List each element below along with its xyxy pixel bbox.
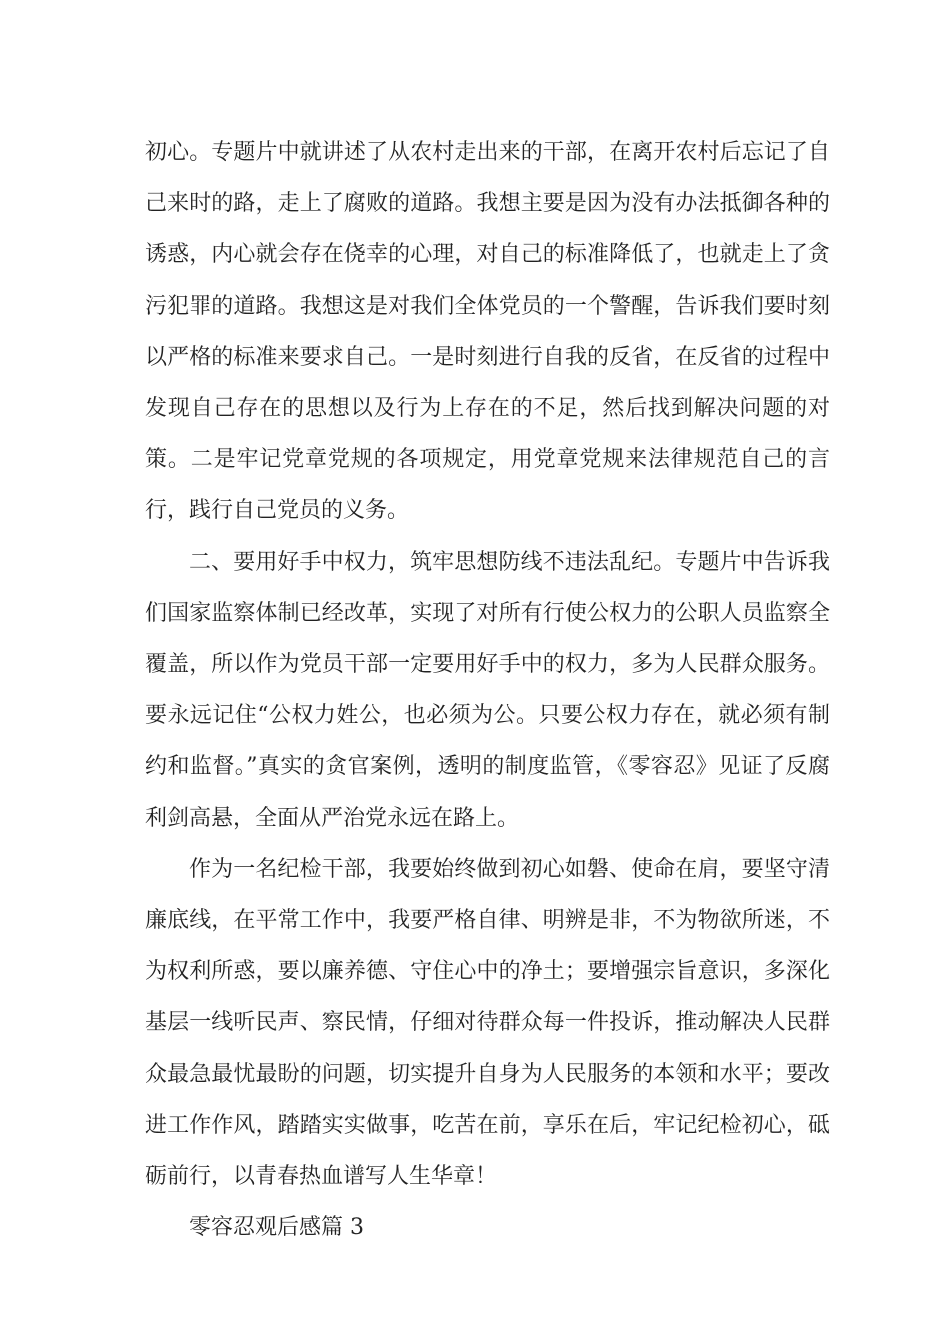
document-body [145, 127, 830, 1253]
paragraph-discipline-cadre: 作为一名纪检干部，我要始终做到初心如磐、使命在肩，要坚守清廉底线，在平常工作中，我要严格自律、明辨是非，不为物欲所迷，不为权利所惑，要以廉养德、守住心中的净土；要增强宗旨意识，多深化基层一线听民声、察民情，仔细对待群众每一件投诉，推动解决人民群众最急最忧最盼的问题，切实提升自身为人民服务的本领和水平；要改进工作作风，踏踏实实做事，吃苦在前，享乐在后，牢记纪检初心，砥砺前行，以青春热血谱写人生华章！ [145, 856, 830, 1190]
section-heading: 零容忍观后感篇 3 [189, 1215, 364, 1241]
paragraph-continuation: 初心。专题片中就讲述了从农村走出来的干部，在离开农村后忘记了自己来时的路，走上了腐败的道路。我想主要是因为没有办法抵御各种的诱惑，内心就会存在侥幸的心理，对自己的标准降低了，也就走上了贪污犯罪的道路。我想这是对我们全体党员的一个警醒，告诉我们要时刻以严格的标准来要求自己。一是时刻进行自我的反省，在反省的过程中发现自己存在的思想以及行为上存在的不足，然后找到解决问题的对策。二是牢记党章党规的各项规定，用党章党规来法律规范自己的言行，践行自己党员的义务。 [145, 140, 830, 524]
paragraph-power-use: 二、要用好手中权力，筑牢思想防线不违法乱纪。专题片中告诉我们国家监察体制已经改革，实现了对所有行使公权力的公职人员监察全覆盖，所以作为党员干部一定要用好手中的权力，多为人民群众服务。要永远记住“公权力姓公，也必须为公。只要公权力存在，就必须有制约和监督。”真实的贪官案例，透明的制度监管，《零容忍》见证了反腐利剑高悬，全面从严治党永远在路上。 [145, 549, 830, 831]
